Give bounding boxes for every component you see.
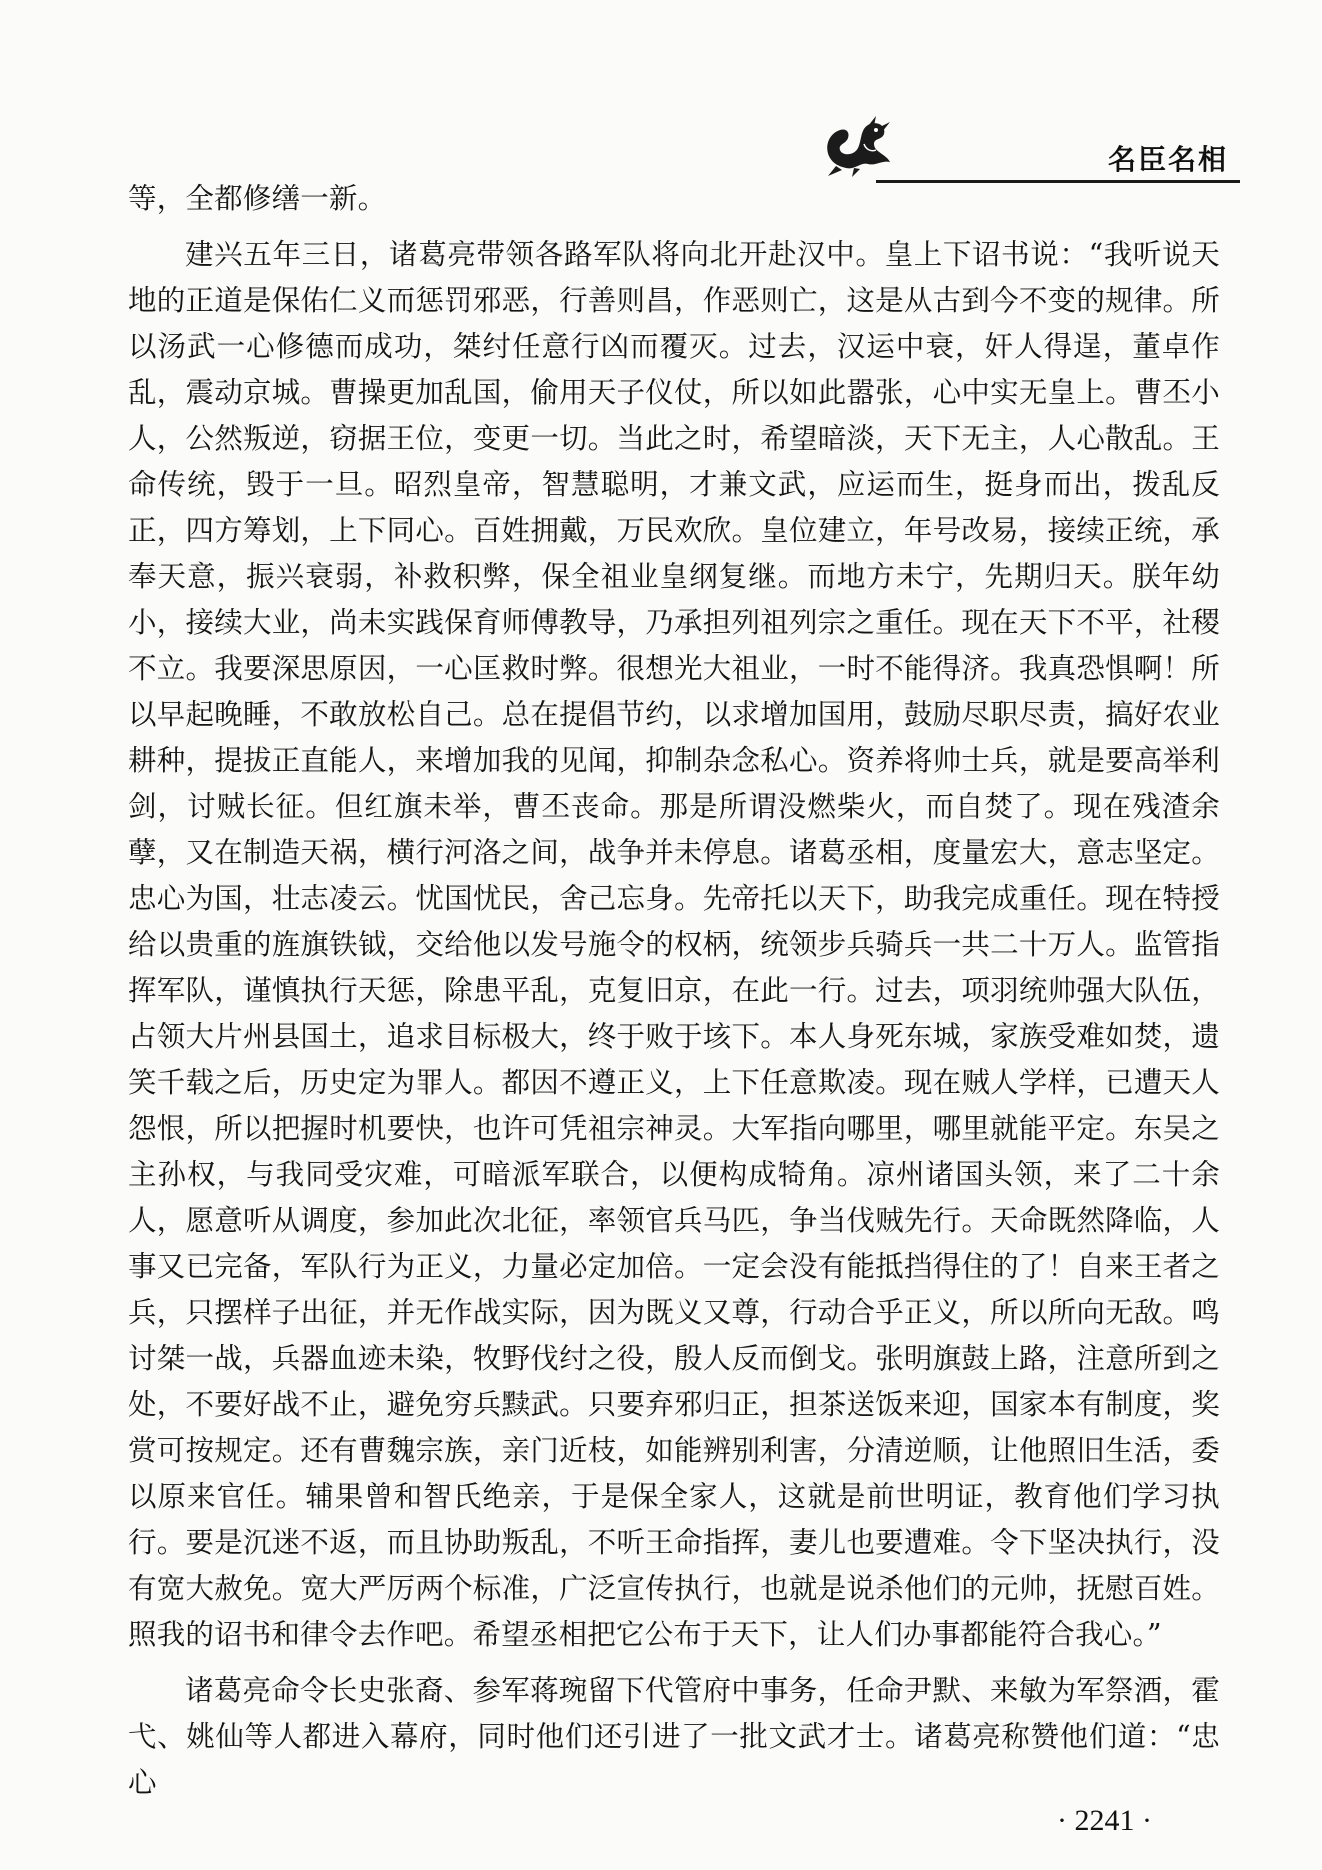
body-text	[128, 176, 1220, 1816]
section-title: 名臣名相	[1107, 143, 1228, 176]
paragraph-appointments: 诸葛亮命令长史张裔、参军蒋琬留下代管府中事务，任命尹默、来敏为军祭酒，霍弋、姚仙等人都进入幕府，同时他们还引进了一批文武才士。诸葛亮称赞他们道：“忠心	[128, 1674, 1220, 1799]
paragraph-edict: 建兴五年三日，诸葛亮带领各路军队将向北开赴汉中。皇上下诏书说：“我听说天地的正道是保佑仁义而惩罚邪恶，行善则昌，作恶则亡，这是从古到今不变的规律。所以汤武一心修德而成功，桀纣任意行凶而覆灭。过去，汉运中衰，奸人得逞，董卓作乱，震动京城。曹操更加乱国，偷用天子仪仗，所以如此嚣张，心中实无皇上。曹丕小人，公然叛逆，窃据王位，变更一切。当此之时，希望暗淡，天下无主，人心散乱。王命传统，毁于一旦。昭烈皇帝，智慧聪明，才兼文武，应运而生，挺身而出，拨乱反正，四方筹划，上下同心。百姓拥戴，万民欢欣。皇位建立，年号改易，接续正统，承奉天意，振兴衰弱，补救积弊，保全祖业皇纲复继。而地方未宁，先期归天。朕年幼小，接续大业，尚未实践保育师傅教导，乃承担列祖列宗之重任。现在天下不平，社稷不立。我要深思原因，一心匡救时弊。很想光大祖业，一时不能得济。我真恐惧啊！所以早起晚睡，不敢放松自己。总在提倡节约，以求增加国用，鼓励尽职尽责，搞好农业耕种，提拔正直能人，来增加我的见闻，抑制杂念私心。资养将帅士兵，就是要高举利剑，讨贼长征。但红旗未举，曹丕丧命。那是所谓没燃柴火，而自焚了。现在残渣余孽，又在制造天祸，横行河洛之间，战争并未停息。诸葛丞相，度量宏大，意志坚定。忠心为国，壮志凌云。忧国忧民，舍己忘身。先帝托以天下，助我完成重任。现在特授给以贵重的旌旗铁钺，交给他以发号施令的权柄，统领步兵骑兵一共二十万人。监管指挥军队，谨慎执行天惩，除患平乱，克复旧京，在此一行。过去，项羽统帅强大队伍，占领大片州县国土，追求目标极大，终于败于垓下。本人身死东城，家族受难如焚，遗笑千载之后，历史定为罪人。都因不遵正义，上下任意欺凌。现在贼人学样，已遭天人怨恨，所以把握时机要快，也许可凭祖宗神灵。大军指向哪里，哪里就能平定。东吴之主孙权，与我同受灾难，可暗派军联合，以便构成犄角。凉州诸国头领，来了二十余人，愿意听从调度，参加此次北征，率领官兵马匹，争当伐贼先行。天命既然降临，人事又已完备，军队行为正义，力量必定加倍。一定会没有能抵挡得住的了！自来王者之兵，只摆样子出征，并无作战实际，因为既义又尊，行动合乎正义，所以所向无敌。鸣讨桀一战，兵器血迹未染，牧野伐纣之役，殷人反而倒戈。张明旗鼓上路，注意所到之处，不要好战不止，避免穷兵黩武。只要弃邪归正，担茶送饭来迎，国家本有制度，奖赏可按规定。还有曹魏宗族，亲门近枝，如能辨别利害，分清逆顺，让他照旧生活，委以原来官任。辅果曾和智氏绝亲，于是保全家人，这就是前世明证，教育他们学习执行。要是沉迷不返，而且协助叛乱，不听王命指挥，妻儿也要遭难。令下坚决执行，没有宽大赦免。宽大严厉两个标准，广泛宣传执行，也就是说杀他们的元帅，抚慰百姓。照我的诏书和律令去作吧。希望丞相把它公布于天下，让人们办事都能符合我心。”	[128, 238, 1220, 1651]
dragon-icon	[820, 114, 900, 178]
paragraph-continued: 等，全都修缮一新。	[128, 182, 387, 215]
page-number: · 2241 ·	[1057, 1804, 1152, 1837]
